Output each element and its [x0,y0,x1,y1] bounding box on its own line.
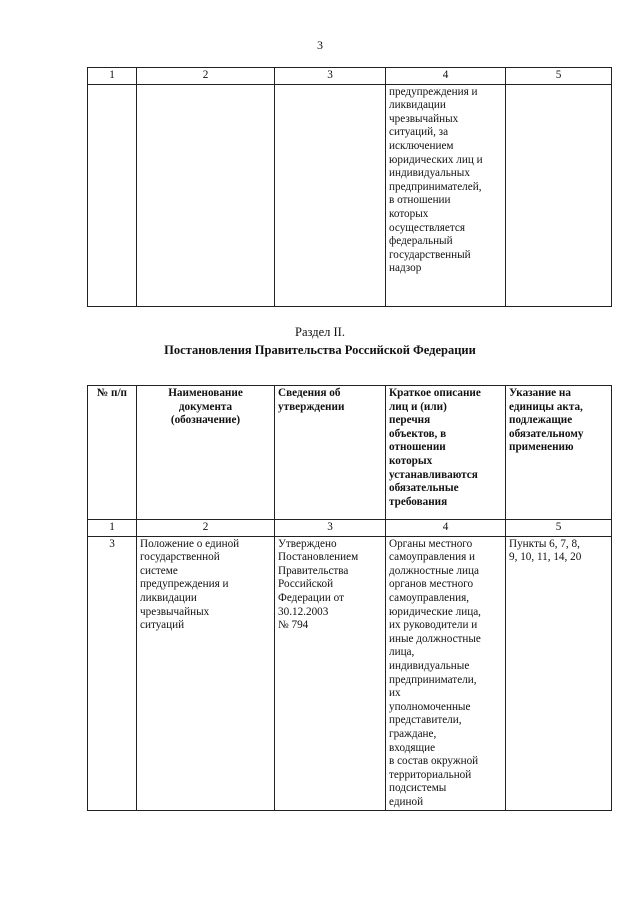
section-label: Раздел II. [295,325,345,339]
text-line: перечня [389,414,431,427]
empty-cell [275,84,386,306]
column-number: 1 [88,520,137,537]
text-line: должностные лица [389,564,479,577]
regulations-table [87,385,612,811]
text-line: их [389,687,401,700]
text-line: (обозначение) [170,414,241,427]
page-number: 3 [317,38,323,52]
text-line: утверждении [278,400,345,413]
text-line: лиц и (или) [389,400,447,413]
description-cell [386,536,506,811]
text-line: граждане, [389,727,437,740]
text-line: Наименование [168,387,243,399]
column-number: 5 [506,520,612,537]
text-line: Сведения об [278,387,341,399]
text-line: устанавливаются [389,468,478,481]
text-line: предпринимателей, [389,180,482,193]
text-line: предприниматели, [389,673,477,686]
text-line: юридических лиц и [389,153,483,166]
continuation-text-cell [386,84,506,306]
text-line: иные должностные [389,632,481,645]
table-row [88,536,612,811]
text-line: ликвидации [140,591,197,604]
text-line: Правительства [278,564,349,577]
text-line: требования [389,495,448,508]
column-number: 3 [275,68,386,85]
text-line: документа [178,400,233,413]
text-line: государственный [389,248,471,261]
text-line: предупреждения и [140,578,229,591]
text-line: 9, 10, 11, 14, 20 [509,551,582,564]
text-line: отношении [389,441,446,454]
header-row [88,386,612,520]
text-line: государственной [140,551,220,564]
text-line: ситуаций, за [389,126,449,139]
text-line: Федерации от [278,591,344,604]
text-line: подлежащие [509,414,573,427]
header-description [386,386,506,520]
text-line: индивидуальные [389,659,470,672]
text-line: территориальной [389,768,472,781]
text-line: обязательные [389,482,459,495]
text-line: входящие [389,741,436,754]
text-line: представители, [389,714,462,727]
header-document-name [137,386,275,520]
text-line: осуществляется [389,221,465,234]
table-row [88,84,612,306]
text-line: подсистемы [389,782,447,795]
text-line: уполномоченные [389,700,471,713]
text-line: которых [389,454,433,467]
text-line: в состав окружной [389,755,479,768]
column-number: 2 [137,520,275,537]
text-line: предупреждения и [389,85,478,98]
text-line: ликвидации [389,99,446,112]
text-line: Краткое описание [389,387,481,399]
text-line: самоуправления, [389,591,470,604]
empty-cell [506,84,612,306]
text-line: единой [389,795,424,808]
text-line: системе [140,564,178,577]
text-line: ситуаций [140,619,185,632]
column-number-row [88,68,612,85]
text-line: их руководители и [389,619,478,632]
row-number: 3 [88,536,137,811]
empty-cell [137,84,275,306]
column-number: 1 [88,68,137,85]
text-line: которых [389,207,429,220]
text-line: применению [509,441,574,454]
text-line: юридические лица, [389,605,481,618]
text-line: исключением [389,139,454,152]
text-line: Положение о единой [140,537,240,550]
text-line: индивидуальных [389,167,470,180]
empty-cell [88,84,137,306]
text-line: надзор [389,262,422,275]
section-title: Постановления Правительства Российской Федерации [164,343,476,357]
column-number: 2 [137,68,275,85]
text-line: чрезвычайных [389,112,459,125]
text-line: федеральный [389,235,453,248]
continuation-table [87,67,612,307]
column-number: 3 [275,520,386,537]
text-line: Органы местного [389,537,473,550]
text-line: единицы акта, [509,400,583,413]
text-line: в отношении [389,194,451,207]
text-line: лица, [389,646,415,659]
header-units [506,386,612,520]
units-cell [506,536,612,811]
text-line: № 794 [278,619,309,632]
column-number: 4 [386,520,506,537]
text-line: Указание на [509,387,571,399]
text-line: Утверждено [278,537,337,550]
text-line: Постановлением [278,551,359,564]
text-line: Пункты 6, 7, 8, [509,537,580,550]
column-number: 4 [386,68,506,85]
header-approval [275,386,386,520]
text-line: обязательному [509,427,584,440]
text-line: органов местного [389,578,474,591]
approval-cell [275,536,386,811]
header-number: № п/п [88,386,137,520]
text-line: 30.12.2003 [278,605,329,618]
text-line: Российской [278,578,334,591]
text-line: чрезвычайных [140,605,210,618]
column-number-row [88,520,612,537]
column-number: 5 [506,68,612,85]
document-name-cell [137,536,275,811]
text-line: объектов, в [389,427,447,440]
text-line: самоуправления и [389,551,476,564]
